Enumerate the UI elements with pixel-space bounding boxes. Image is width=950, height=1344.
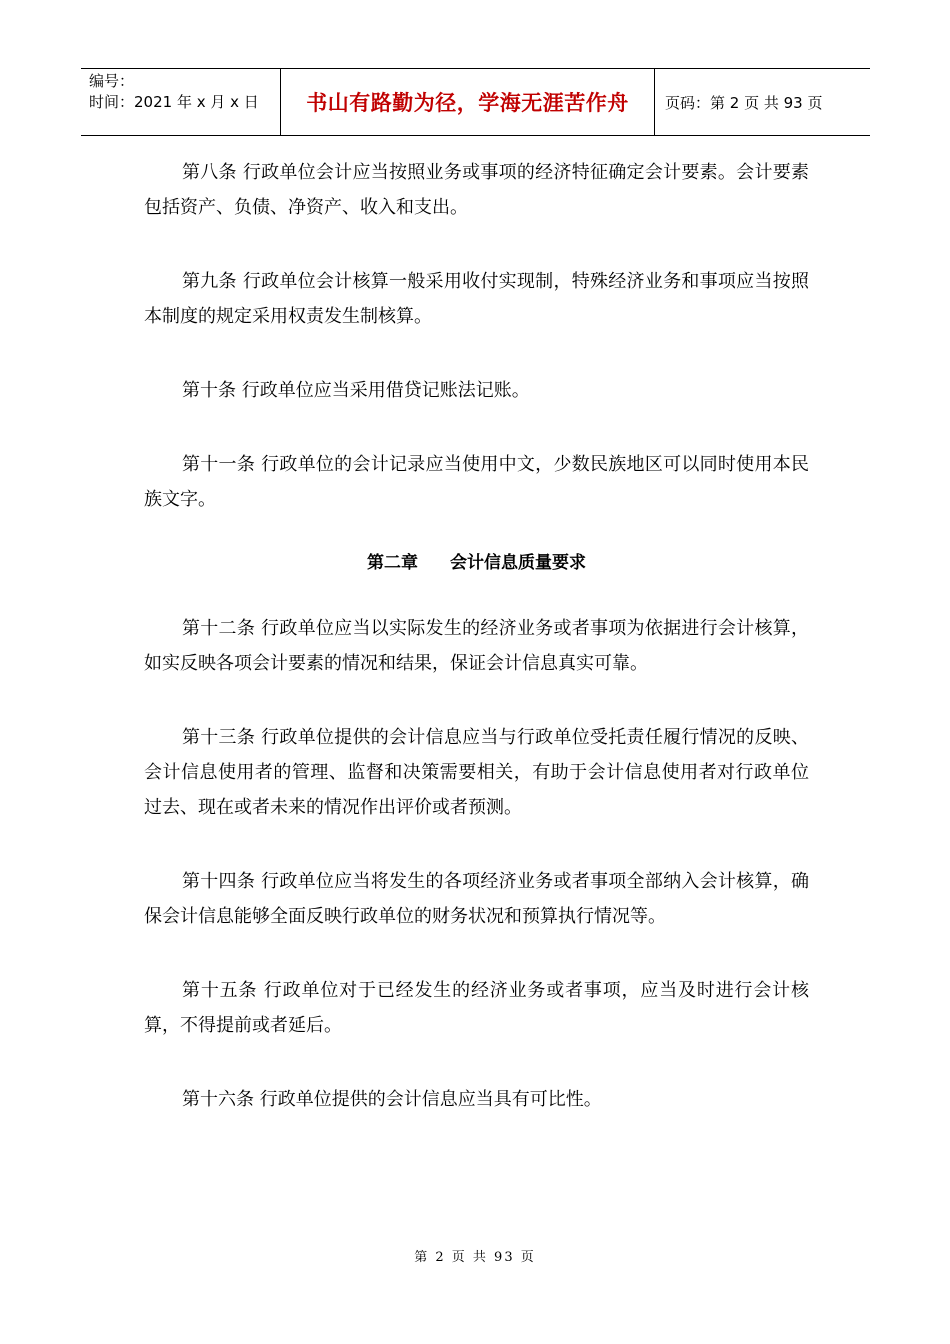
header-meta [81,69,281,135]
chapter-number: 第二章 [367,553,418,573]
article-11: 第十一条 行政单位的会计记录应当使用中文，少数民族地区可以同时使用本民族文字。 [144,454,809,510]
document-number-label: 编号： [89,72,135,90]
article-15: 第十五条 行政单位对于已经发生的经济业务或者事项，应当及时进行会计核算，不得提前或者延后。 [144,980,809,1036]
article-14: 第十四条 行政单位应当将发生的各项经济业务或者事项全部纳入会计核算，确保会计信息能够全面反映行政单位的财务状况和预算执行情况等。 [144,871,809,927]
article-16: 第十六条 行政单位提供的会计信息应当具有可比性。 [182,1089,602,1110]
article-9: 第九条 行政单位会计核算一般采用收付实现制，特殊经济业务和事项应当按照本制度的规定采用权责发生制核算。 [144,271,809,327]
header-page-info: 页码：第 2 页 共 93 页 [665,93,823,112]
chapter-heading [144,546,809,581]
article-8: 第八条 行政单位会计应当按照业务或事项的经济特征确定会计要素。会计要素包括资产、负债、净资产、收入和支出。 [144,162,809,218]
article-12: 第十二条 行政单位应当以实际发生的经济业务或者事项为依据进行会计核算，如实反映各项会计要素的情况和结果，保证会计信息真实可靠。 [144,618,809,674]
page-footer: 第 2 页 共 93 页 [414,1250,536,1265]
article-10: 第十条 行政单位应当采用借贷记账法记账。 [182,380,530,401]
chapter-title: 会计信息质量要求 [450,553,586,573]
document-date-label: 时间：2021 年 x 月 x 日 [89,93,259,111]
article-13: 第十三条 行政单位提供的会计信息应当与行政单位受托责任履行情况的反映、会计信息使用者的管理、监督和决策需要相关，有助于会计信息使用者对行政单位过去、现在或者未来的情况作出评价或者预测。 [144,727,809,818]
page-header [81,68,870,136]
header-motto: 书山有路勤为径，学海无涯苦作舟 [281,69,655,135]
document-body [144,155,809,1156]
